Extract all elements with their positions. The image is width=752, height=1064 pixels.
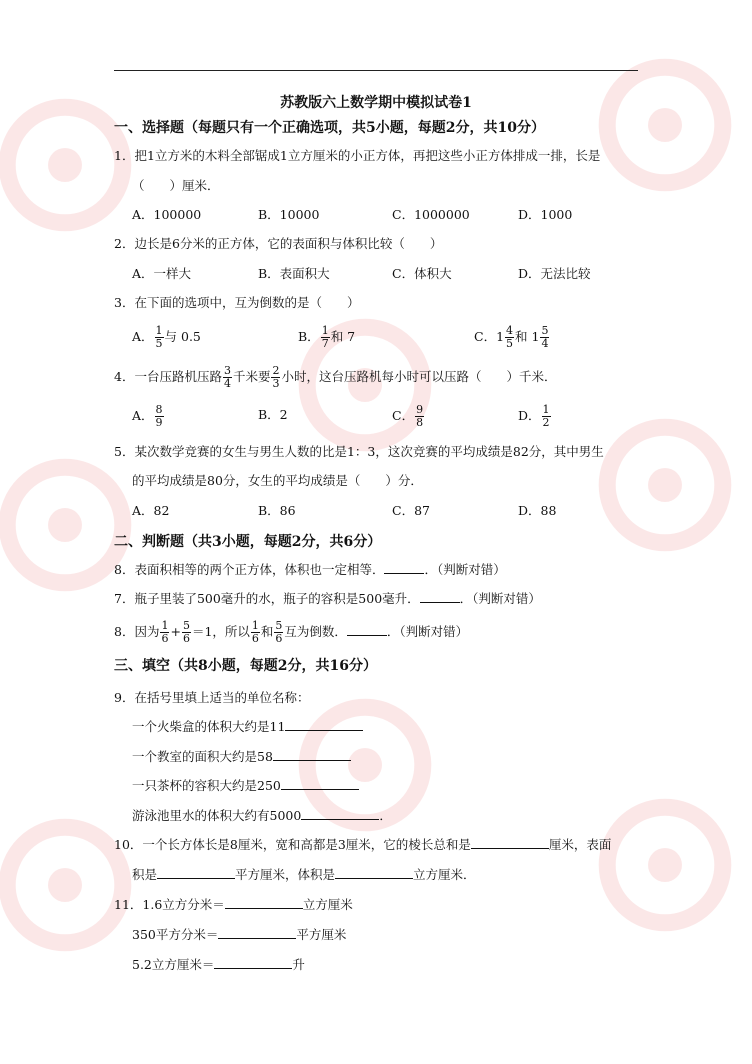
- option-b: B．10000: [258, 207, 320, 222]
- question-text: 5．某次数学竞赛的女生与男生人数的比是1：3，这次竞赛的平均成绩是82分，其中男生: [114, 444, 604, 459]
- question-text: 9．在括号里填上适当的单位名称：: [114, 690, 310, 705]
- fraction: $\frac{2}{3}$: [272, 364, 280, 390]
- option-d: D． $\frac{1}{2}$: [518, 403, 550, 429]
- question-text: 2．边长是6分米的正方体，它的表面积与体积比较（ ）: [114, 236, 443, 251]
- option-c: C．1 $\frac{4}{5}$ 和 1 $\frac{5}{4}$: [474, 324, 549, 350]
- option-b: B．2: [258, 407, 288, 422]
- question-text: 10．一个长方体长是8厘米，宽和高都是3厘米，它的棱长总和是 厘米，表面: [114, 837, 612, 852]
- fraction: $\frac{3}{4}$: [223, 364, 231, 390]
- page-title: 苏教版六上数学期中模拟试卷1: [280, 95, 472, 111]
- answer-blank[interactable]: [301, 807, 379, 820]
- question-text: 5.2立方厘米＝ 升: [132, 957, 305, 972]
- answer-blank[interactable]: [157, 866, 235, 879]
- question-text: 11．1.6立方分米＝ 立方厘米: [114, 897, 353, 912]
- fraction: $\frac{1}{2}$: [542, 403, 550, 429]
- answer-blank[interactable]: [225, 896, 303, 909]
- option-a: A．一样大: [132, 266, 192, 281]
- answer-blank[interactable]: [335, 866, 413, 879]
- option-a: A．100000: [132, 207, 202, 222]
- question-text: 7．瓶子里装了500毫升的水，瓶子的容积是500毫升． ．（判断对错）: [114, 591, 541, 606]
- answer-blank[interactable]: [285, 718, 363, 731]
- answer-blank[interactable]: [218, 926, 296, 939]
- question-text: 8．因为 $\frac{1}{6}$ + $\frac{5}{6}$ ＝1，所以 $\frac{1}{6}$ 和 $\frac{5}{6}$ 互为倒数． ．（判断对错）: [114, 619, 469, 645]
- question-text: 的平均成绩是80分，女生的平均成绩是（ ）分．: [132, 473, 423, 488]
- option-a: A．82: [132, 503, 170, 518]
- option-c: C．1000000: [392, 207, 470, 222]
- fraction: $\frac{1}{5}$: [155, 324, 163, 350]
- answer-blank[interactable]: [347, 623, 387, 636]
- header-rule: [114, 70, 638, 71]
- fraction: $\frac{1}{6}$: [161, 619, 169, 645]
- watermark-logo: [580, 780, 750, 950]
- question-text: 4．一台压路机压路 $\frac{3}{4}$ 千米要 $\frac{2}{3}$ 小时，这台压路机每小时可以压路（ ）千米．: [114, 364, 557, 390]
- option-d: D．88: [518, 503, 557, 518]
- fraction: $\frac{9}{8}$: [416, 403, 424, 429]
- question-text: 1．把1立方米的木料全部锯成1立方厘米的小正方体，再把这些小正方体排成一排，长是: [114, 148, 601, 163]
- option-a: A． $\frac{8}{9}$: [132, 403, 163, 429]
- fraction: $\frac{5}{6}$: [275, 619, 283, 645]
- fill-item: 游泳池里水的体积大约有5000 ．: [132, 808, 392, 823]
- option-b: B．表面积大: [258, 266, 330, 281]
- question-text: 3．在下面的选项中，互为倒数的是（ ）: [114, 295, 360, 310]
- fraction: $\frac{4}{5}$: [506, 324, 514, 350]
- watermark-logo: [0, 800, 150, 970]
- option-c: C． $\frac{9}{8}$: [392, 403, 424, 429]
- option-d: D．无法比较: [518, 266, 591, 281]
- answer-blank[interactable]: [420, 590, 460, 603]
- answer-blank[interactable]: [281, 777, 359, 790]
- option-b: B． $\frac{1}{7}$ 和 7: [298, 324, 356, 350]
- watermark-logo: [0, 440, 150, 610]
- answer-blank[interactable]: [214, 956, 292, 969]
- section-heading: 一、选择题（每题只有一个正确选项，共5小题，每题2分，共10分）: [114, 120, 545, 136]
- question-text: 350平方分米＝ 平方厘米: [132, 927, 347, 942]
- option-b: B．86: [258, 503, 296, 518]
- answer-blank[interactable]: [273, 748, 351, 761]
- fill-item: 一个火柴盒的体积大约是11: [132, 718, 363, 736]
- fraction: $\frac{8}{9}$: [155, 403, 163, 429]
- answer-blank[interactable]: [384, 561, 424, 574]
- option-c: C．87: [392, 503, 430, 518]
- question-text: 8．表面积相等的两个正方体，体积也一定相等． ．（判断对错）: [114, 562, 506, 577]
- fraction: $\frac{5}{6}$: [182, 619, 190, 645]
- fraction: $\frac{5}{4}$: [541, 324, 549, 350]
- fraction: $\frac{1}{6}$: [251, 619, 259, 645]
- fill-item: 一只茶杯的容积大约是250: [132, 777, 359, 795]
- section-heading: 二、判断题（共3小题，每题2分，共6分）: [114, 534, 382, 550]
- watermark-logo: [580, 40, 750, 210]
- fraction: $\frac{1}{7}$: [321, 324, 329, 350]
- question-text: （ ）厘米．: [132, 178, 220, 193]
- answer-blank[interactable]: [471, 836, 549, 849]
- fill-item: 一个教室的面积大约是58: [132, 748, 351, 766]
- watermark-logo: [580, 400, 750, 570]
- option-a: A． $\frac{1}{5}$ 与 0.5: [132, 324, 201, 350]
- section-heading: 三、填空（共8小题，每题2分，共16分）: [114, 658, 377, 674]
- option-c: C．体积大: [392, 266, 452, 281]
- option-d: D．1000: [518, 207, 573, 222]
- question-text: 积是 平方厘米，体积是 立方厘米．: [132, 867, 476, 882]
